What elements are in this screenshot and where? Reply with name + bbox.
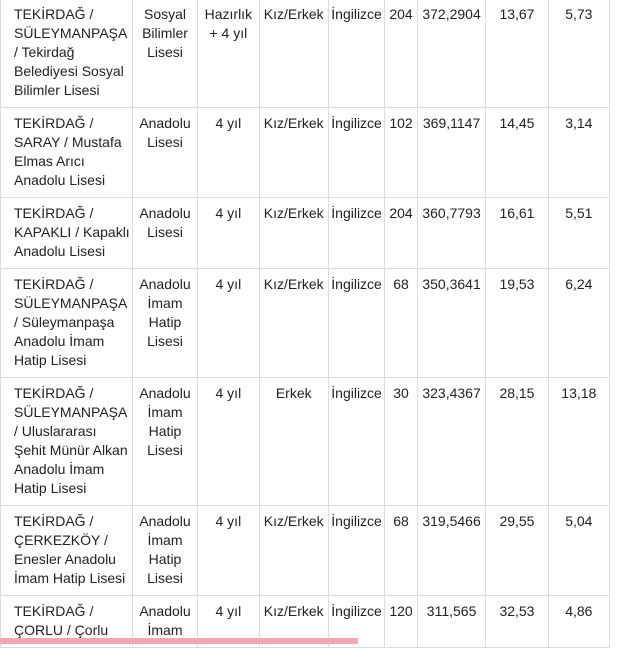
school-type-cell: Anadolu Lisesi	[132, 108, 197, 198]
duration-cell: 4 yıl	[198, 378, 259, 506]
gender-cell: Kız/Erkek	[259, 506, 328, 596]
table-row	[1, 108, 610, 198]
school-name-cell: TEKİRDAĞ / SARAY / Mustafa Elmas Arıcı Anadolu Lisesi	[1, 108, 133, 198]
school-name-cell: TEKİRDAĞ / ÇORLU / Çorlu	[1, 596, 133, 648]
score-cell: 360,7793	[417, 198, 485, 269]
language-cell: İngilizce	[328, 269, 384, 378]
language-cell: İngilizce	[328, 0, 384, 108]
language-cell: İngilizce	[328, 378, 384, 506]
language-cell: İngilizce	[328, 198, 384, 269]
score-cell: 323,4367	[417, 378, 485, 506]
school-name-cell: TEKİRDAĞ / SÜLEYMANPAŞA / Süleymanpaşa Anadolu İmam Hatip Lisesi	[1, 269, 133, 378]
duration-cell: Hazırlık + 4 yıl	[198, 0, 259, 108]
table-row	[1, 378, 610, 506]
school-name-cell: TEKİRDAĞ / ÇERKEZKÖY / Enesler Anadolu İmam Hatip Lisesi	[1, 506, 133, 596]
last-value-cell: 4,86	[548, 596, 609, 648]
duration-cell: 4 yıl	[198, 596, 259, 648]
percentile-cell: 14,45	[486, 108, 548, 198]
last-value-cell: 3,14	[548, 108, 609, 198]
table-body	[1, 0, 610, 648]
quota-cell: 102	[385, 108, 418, 198]
gender-cell: Erkek	[259, 378, 328, 506]
school-type-cell: Sosyal Bilimler Lisesi	[132, 0, 197, 108]
percentile-cell: 29,55	[486, 506, 548, 596]
school-type-cell: Anadolu İmam Hatip Lisesi	[132, 378, 197, 506]
percentile-cell: 16,61	[486, 198, 548, 269]
scroll-highlight-bar	[0, 638, 358, 644]
school-type-cell: Anadolu İmam Hatip Lisesi	[132, 506, 197, 596]
language-cell: İngilizce	[328, 506, 384, 596]
gender-cell: Kız/Erkek	[259, 269, 328, 378]
percentile-cell: 28,15	[486, 378, 548, 506]
duration-cell: 4 yıl	[198, 506, 259, 596]
gender-cell: Kız/Erkek	[259, 0, 328, 108]
last-value-cell: 5,51	[548, 198, 609, 269]
last-value-cell: 6,24	[548, 269, 609, 378]
school-name-cell: TEKİRDAĞ / SÜLEYMANPAŞA / Uluslararası Şehit Münür Alkan Anadolu İmam Hatip Lisesi	[1, 378, 133, 506]
duration-cell: 4 yıl	[198, 198, 259, 269]
table-row	[1, 198, 610, 269]
last-value-cell: 5,73	[548, 0, 609, 108]
school-type-cell: Anadolu Lisesi	[132, 198, 197, 269]
score-cell: 319,5466	[417, 506, 485, 596]
table-row	[1, 506, 610, 596]
score-cell: 372,2904	[417, 0, 485, 108]
duration-cell: 4 yıl	[198, 269, 259, 378]
language-cell: İngilizce	[328, 108, 384, 198]
table-row	[1, 0, 610, 108]
language-cell: İngilizce	[328, 596, 384, 648]
school-name-cell: TEKİRDAĞ / SÜLEYMANPAŞA / Tekirdağ Belediyesi Sosyal Bilimler Lisesi	[1, 0, 133, 108]
school-type-cell: Anadolu İmam	[132, 596, 197, 648]
percentile-cell: 32,53	[486, 596, 548, 648]
quota-cell: 204	[385, 198, 418, 269]
gender-cell: Kız/Erkek	[259, 198, 328, 269]
school-type-cell: Anadolu İmam Hatip Lisesi	[132, 269, 197, 378]
score-cell: 311,565	[417, 596, 485, 648]
table-row	[1, 269, 610, 378]
quota-cell: 68	[385, 506, 418, 596]
school-name-cell: TEKİRDAĞ / KAPAKLI / Kapaklı Anadolu Lisesi	[1, 198, 133, 269]
quota-cell: 68	[385, 269, 418, 378]
score-cell: 350,3641	[417, 269, 485, 378]
quota-cell: 30	[385, 378, 418, 506]
gender-cell: Kız/Erkek	[259, 108, 328, 198]
percentile-cell: 19,53	[486, 269, 548, 378]
quota-cell: 204	[385, 0, 418, 108]
quota-cell: 120	[385, 596, 418, 648]
duration-cell: 4 yıl	[198, 108, 259, 198]
score-cell: 369,1147	[417, 108, 485, 198]
gender-cell: Kız/Erkek	[259, 596, 328, 648]
last-value-cell: 13,18	[548, 378, 609, 506]
percentile-cell: 13,67	[486, 0, 548, 108]
last-value-cell: 5,04	[548, 506, 609, 596]
